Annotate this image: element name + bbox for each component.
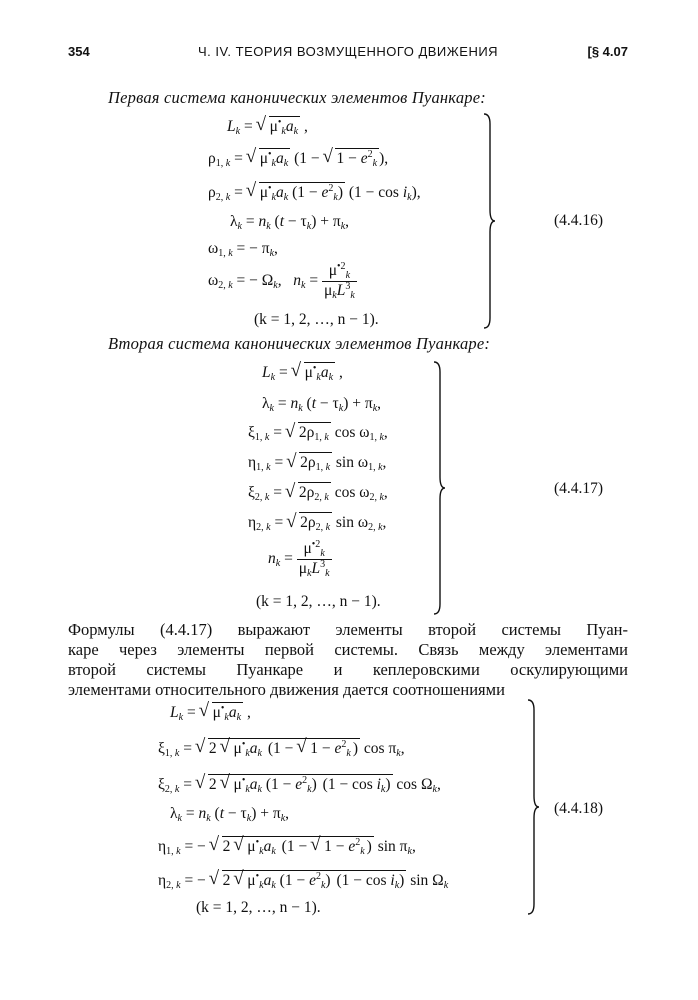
eq-xi1-kepler: $\xi_{1, k}$ = √ 2 √ $\mu^•_ka_k$ (1 − √ $1 - e^2_k$ ) $\cos \pi_k$, bbox=[158, 740, 405, 759]
eq-nk-second: $n_k$ = $\frac{\mu^{•2}_k}{\mu_kL^3_k}$ bbox=[268, 539, 330, 579]
eq-eta1: $\eta_{1, k}$ = √ $2\rho_{1, k}$ $\sin \omega_{1, k}$, bbox=[248, 455, 386, 473]
eq-omega1: $\omega_{1, k}$ = − $\pi_k$, bbox=[208, 240, 278, 259]
eq-lambda-first: $\lambda_k = n_k$ $(t - \tau_k) + \pi_k$, bbox=[230, 213, 350, 232]
paragraph-line: каре через элементы первой системы. Связь между элементами bbox=[68, 640, 628, 659]
eq-rho2: $\rho_{2, k}$ = √ $\mu^•_ka_k$ $(1 - e^2_k)$ $(1 - \cos i_k)$, bbox=[208, 184, 421, 203]
eq-omega2-nk: $\omega_{2, k}$ = − $\Omega_k$, $n_k$ = $\frac{\mu^{•2}_k}{\mu_kL^3_k}$ bbox=[208, 261, 355, 301]
k-range-first: (k = 1, 2, …, n − 1). bbox=[254, 311, 379, 328]
page-number: 354 bbox=[68, 44, 90, 59]
k-range-second: (k = 1, 2, …, n − 1). bbox=[256, 593, 381, 610]
eq-L-third: $L_k$ = √ $\mu^•_ka_k$ , bbox=[170, 704, 251, 723]
equation-number-4-4-17: (4.4.17) bbox=[554, 480, 604, 497]
body-paragraph bbox=[68, 620, 628, 700]
eq-eta1-kepler: $\eta_{1, k}$ = − √ 2 √ $\mu^•_ka_k$ (1 − √ $1 - e^2_k$ ) $\sin \pi_k$, bbox=[158, 838, 416, 857]
section-marker: [§ 4.07 bbox=[587, 44, 628, 59]
paragraph-line: второй системы Пуанкаре и кеплеровскими оскулирующими bbox=[68, 660, 628, 679]
eq-eta2-kepler: $\eta_{2, k}$ = − √ 2 √ $\mu^•_ka_k$ $(1 - e^2_k)$ $(1 - \cos i_k)$ $\sin \Omega_k$ bbox=[158, 872, 448, 891]
eq-xi1: $\xi_{1, k}$ = √ $2\rho_{1, k}$ $\cos \omega_{1, k}$, bbox=[248, 425, 388, 443]
equation-number-4-4-18: (4.4.18) bbox=[554, 800, 604, 817]
paragraph-line: Формулы (4.4.17) выражают элементы второй системы Пуан- bbox=[68, 620, 628, 639]
right-brace bbox=[482, 112, 496, 330]
eq-L-first: $L_k$ = √ $\mu^•_ka_k$ , bbox=[227, 118, 308, 137]
running-title: Ч. IV. ТЕОРИЯ ВОЗМУЩЕННОГО ДВИЖЕНИЯ bbox=[197, 44, 499, 59]
equation-number-4-4-16: (4.4.16) bbox=[554, 212, 604, 229]
paragraph-line: элементами относительного движения дается соотношениями bbox=[68, 680, 505, 699]
heading-first-system: Первая система канонических элементов Пуанкаре: bbox=[108, 88, 486, 107]
running-header bbox=[68, 44, 628, 66]
eq-eta2: $\eta_{2, k}$ = √ $2\rho_{2, k}$ $\sin \omega_{2, k}$, bbox=[248, 515, 386, 533]
eq-xi2-kepler: $\xi_{2, k}$ = √ 2 √ $\mu^•_ka_k$ $(1 - e^2_k)$ $(1 - \cos i_k)$ $\cos \Omega_k$, bbox=[158, 776, 441, 795]
eq-xi2: $\xi_{2, k}$ = √ $2\rho_{2, k}$ $\cos \omega_{2, k}$, bbox=[248, 485, 388, 503]
heading-second-system: Вторая система канонических элементов Пуанкаре: bbox=[108, 334, 491, 353]
eq-lambda-third: $\lambda_k = n_k$ $(t - \tau_k) + \pi_k$, bbox=[170, 805, 290, 824]
right-brace bbox=[432, 360, 446, 616]
eq-rho1: $\rho_{1, k}$ = √ $\mu^•_ka_k$ (1 − √ $1 - e^2_k$ ), bbox=[208, 150, 388, 169]
k-range-third: (k = 1, 2, …, n − 1). bbox=[196, 899, 321, 916]
right-brace bbox=[526, 698, 540, 916]
eq-lambda-second: $\lambda_k = n_k$ $(t - \tau_k) + \pi_k$, bbox=[262, 395, 382, 414]
eq-L-second: $L_k$ = √ $\mu^•_ka_k$ , bbox=[262, 364, 343, 383]
